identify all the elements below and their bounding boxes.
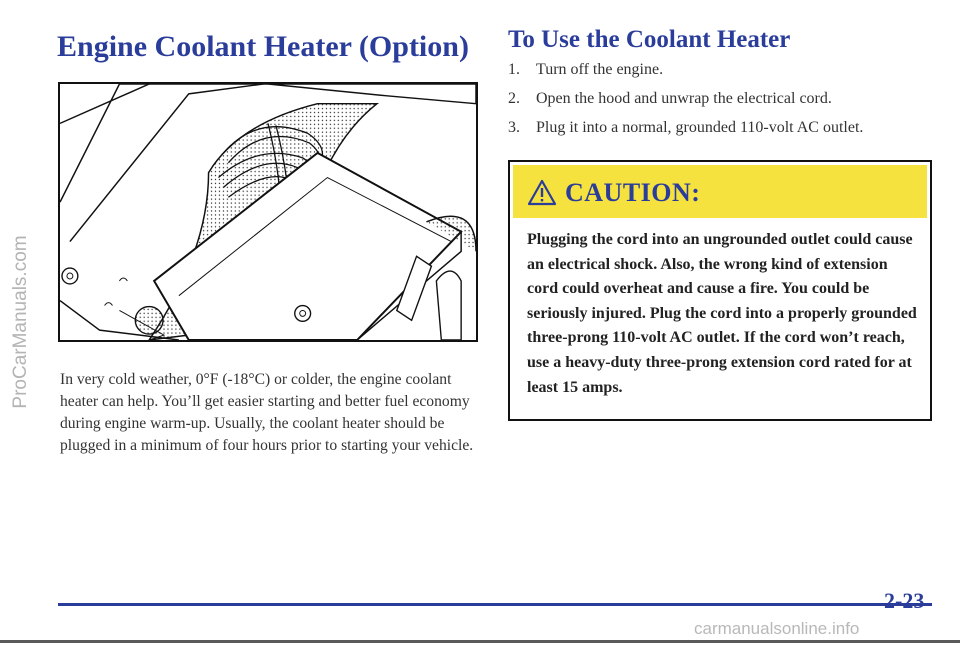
procedure-title: To Use the Coolant Heater <box>508 26 791 53</box>
section-title: Engine Coolant Heater (Option) <box>57 30 469 63</box>
footer-watermark: carmanualsonline.info <box>694 619 860 638</box>
engine-illustration <box>58 82 478 342</box>
step-number: 1. <box>508 61 520 78</box>
caution-text: Plugging the cord into an ungrounded outlet could cause an electrical shock. Also, the wrong kind of extension cord could overheat and cause a fire. You could be seriously injured. Plug the cord into a properly grounded three-prong 110-volt AC outlet. If the cord won’t reach, use a heavy-duty three-prong extension cord rated for at least 15 amps. <box>527 231 917 396</box>
engine-heater-drawing <box>60 84 476 340</box>
caution-header <box>513 165 927 218</box>
intro-paragraph: In very cold weather, 0°F (-18°C) or colder, the engine coolant heater can help. You’ll get easier starting and better fuel economy during engine warm-up. Usually, the coolant heater should be plugged in a minimum of four hours prior to starting your vehicle. <box>60 371 474 454</box>
step-text: Plug it into a normal, grounded 110-volt AC outlet. <box>536 119 864 136</box>
caution-heading: CAUTION: <box>565 178 701 207</box>
page-number: 2-23 <box>884 588 925 613</box>
step-number: 3. <box>508 119 520 136</box>
steps-list <box>508 58 938 145</box>
watermark-text: ProCarManuals.com <box>10 235 31 409</box>
side-watermark <box>0 0 42 645</box>
step-item <box>508 58 938 87</box>
step-text: Turn off the engine. <box>536 61 664 78</box>
footer-rule <box>58 603 932 606</box>
step-item <box>508 116 938 145</box>
step-item <box>508 87 938 116</box>
warning-triangle-icon <box>527 179 557 206</box>
step-text: Open the hood and unwrap the electrical cord. <box>536 90 832 107</box>
bottom-rule <box>0 640 960 643</box>
caution-box <box>508 160 932 421</box>
step-number: 2. <box>508 90 520 107</box>
